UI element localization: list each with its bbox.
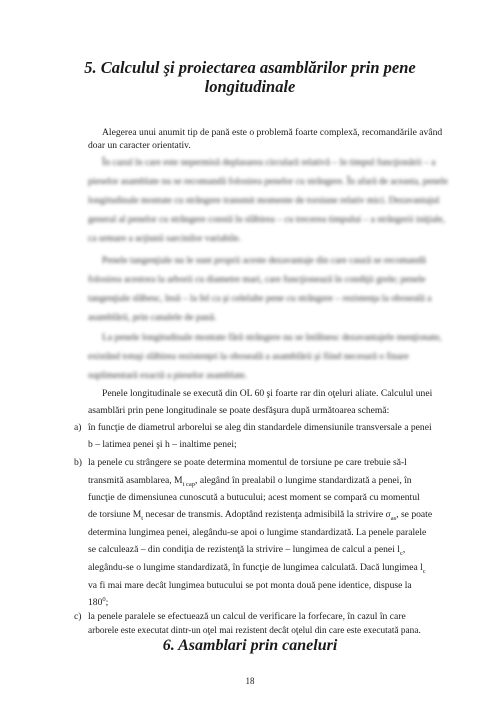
list-label-b: b) (74, 457, 82, 468)
item-b-line-7-text: alegându-se o lungime standardizată, în funcţie de lungimea calculată. Dacă lungimea l (88, 562, 423, 573)
item-b-line-9-tail: ; (105, 597, 109, 608)
section-heading-line1: 5. Calculul şi proiectarea asamblărilor prin pene (84, 58, 416, 77)
item-a-line-1: în funcţie de diametrul arborelui se aleg din standardele dimensiunile transversale a penei (88, 422, 432, 433)
item-c-line-2: arborele este executat dintr-un oţel mai rezistent decât oţelul din care este executată pana. (88, 626, 421, 636)
item-b-line-1: la penele cu strângere se poate determina momentul de torsiune pe care trebuie să-l (88, 457, 407, 468)
item-b-line-6-subscript: c (399, 549, 403, 557)
blurred-line-11: existând totuşi slăbirea rezistenţei la oboseală a asamblării şi fiind necesară o finare (88, 351, 409, 362)
blurred-line-6: Penele tangenţiale nu le sunt proprii aceste dezavantaje din care cauză se recomandă (102, 255, 426, 266)
blurred-line-8: tangenţiale slăbesc, însă – la fel ca şi celelalte pene cu strângere – rezistenţa la oboseală a (88, 293, 432, 304)
item-b-line-2-subscript: t cap (182, 480, 196, 488)
blurred-line-7: folosirea acestora la arborii cu diametre mari, care funcţionează în condiţii grele; penele (88, 274, 426, 285)
item-b-line-4-tail: , se poate (396, 509, 433, 520)
item-b-line-8: va fi mai mare decât lungimea butucului se pot monta două pene identice, dispuse la (88, 580, 412, 591)
item-b-line-3: funcţie de dimensiunea cunoscută a butucului; acest moment se compară cu momentul (88, 492, 420, 503)
intro-line-1: Alegerea unui anumit tip de pană este o problemă foarte complexă, recomandările având (102, 127, 443, 138)
item-b-line-6-text: se calculează – din condiţia de rezistenţă la strivire – lungimea de calcul a penei l (88, 544, 400, 555)
section-heading-6: 6. Asamblari prin caneluri (162, 637, 338, 654)
item-b-line-2 (88, 475, 448, 487)
item-b-line-4-mid: necesar de transmis. Adoptând rezistenţa admisibilă la strivire σ (143, 509, 391, 520)
section-heading-line2: longitudinale (204, 77, 296, 96)
list-label-a: a) (74, 422, 82, 433)
item-b-line-2-text: transmită asamblarea, M (88, 475, 183, 486)
intro-line-2: doar un caracter orientativ. (88, 140, 191, 151)
para-line-2: asamblări prin pene longitudinale se poate desfăşura după următoarea schemă: (88, 405, 390, 416)
item-b-line-2-tail: , alegând în prealabil o lungime standardizată a penei, în (195, 475, 412, 486)
item-b-line-5: determina lungimea penei, alegându-se apoi o lungime standardizată. La penele paralele (88, 527, 427, 538)
list-label-c: c) (74, 611, 82, 622)
item-b-line-9-text: 180 (88, 597, 103, 608)
page-number: 18 (245, 676, 255, 686)
item-b-line-7-subscript: c (422, 567, 426, 575)
blurred-line-10: La penele longitudinale montate fără strângere nu se întâlnesc dezavantajele menţionate, (102, 332, 442, 343)
section-heading-5 (60, 58, 440, 96)
item-b-line-6-tail: , (402, 544, 406, 555)
blurred-line-1: În cazul în care este nepermisă deplasarea circulară relativă – în timpul funcţionării – a (102, 157, 436, 168)
item-b-line-4-text: de torsiune M (88, 509, 142, 520)
item-b-line-9-superscript: 0 (102, 595, 106, 603)
blurred-line-3: longitudinale montate cu strângere transmit momente de torsiune relativ mici. Dezavantajul (88, 195, 440, 206)
item-b-line-7 (88, 562, 448, 574)
blurred-line-2: pieselor asamblate nu se recomandă folosirea penelor cu strângere. În afară de aceasta, penele (88, 176, 448, 187)
item-a-line-2: b – latimea penei şi h – inaltime penei; (88, 439, 237, 450)
item-b-line-6 (88, 544, 448, 556)
blurred-line-9: asamblării, prin canalele de pană. (88, 312, 217, 323)
item-b-line-4-subscript: t (141, 514, 144, 522)
blurred-line-12: suplimentară exactă a pieselor asamblate. (88, 370, 248, 381)
blurred-line-5: ca urmare a acţiunii sarcinilor variabile. (88, 233, 241, 244)
item-b-line-4-subscript2: as (390, 514, 397, 522)
item-b-line-4 (88, 509, 448, 521)
para-line-1: Penele longitudinale se execută din OL 60 şi foarte rar din oţeluri aliate. Calculul unei (102, 388, 433, 399)
blurred-line-4: general al penelor cu strângere constă în slăbirea – cu trecerea timpului – a strângerii iniţiale, (88, 214, 445, 225)
item-b-line-9 (88, 597, 448, 609)
item-c-line-1: la penele paralele se efectuează un calcul de verificare la forfecare, în cazul în care (88, 611, 406, 622)
